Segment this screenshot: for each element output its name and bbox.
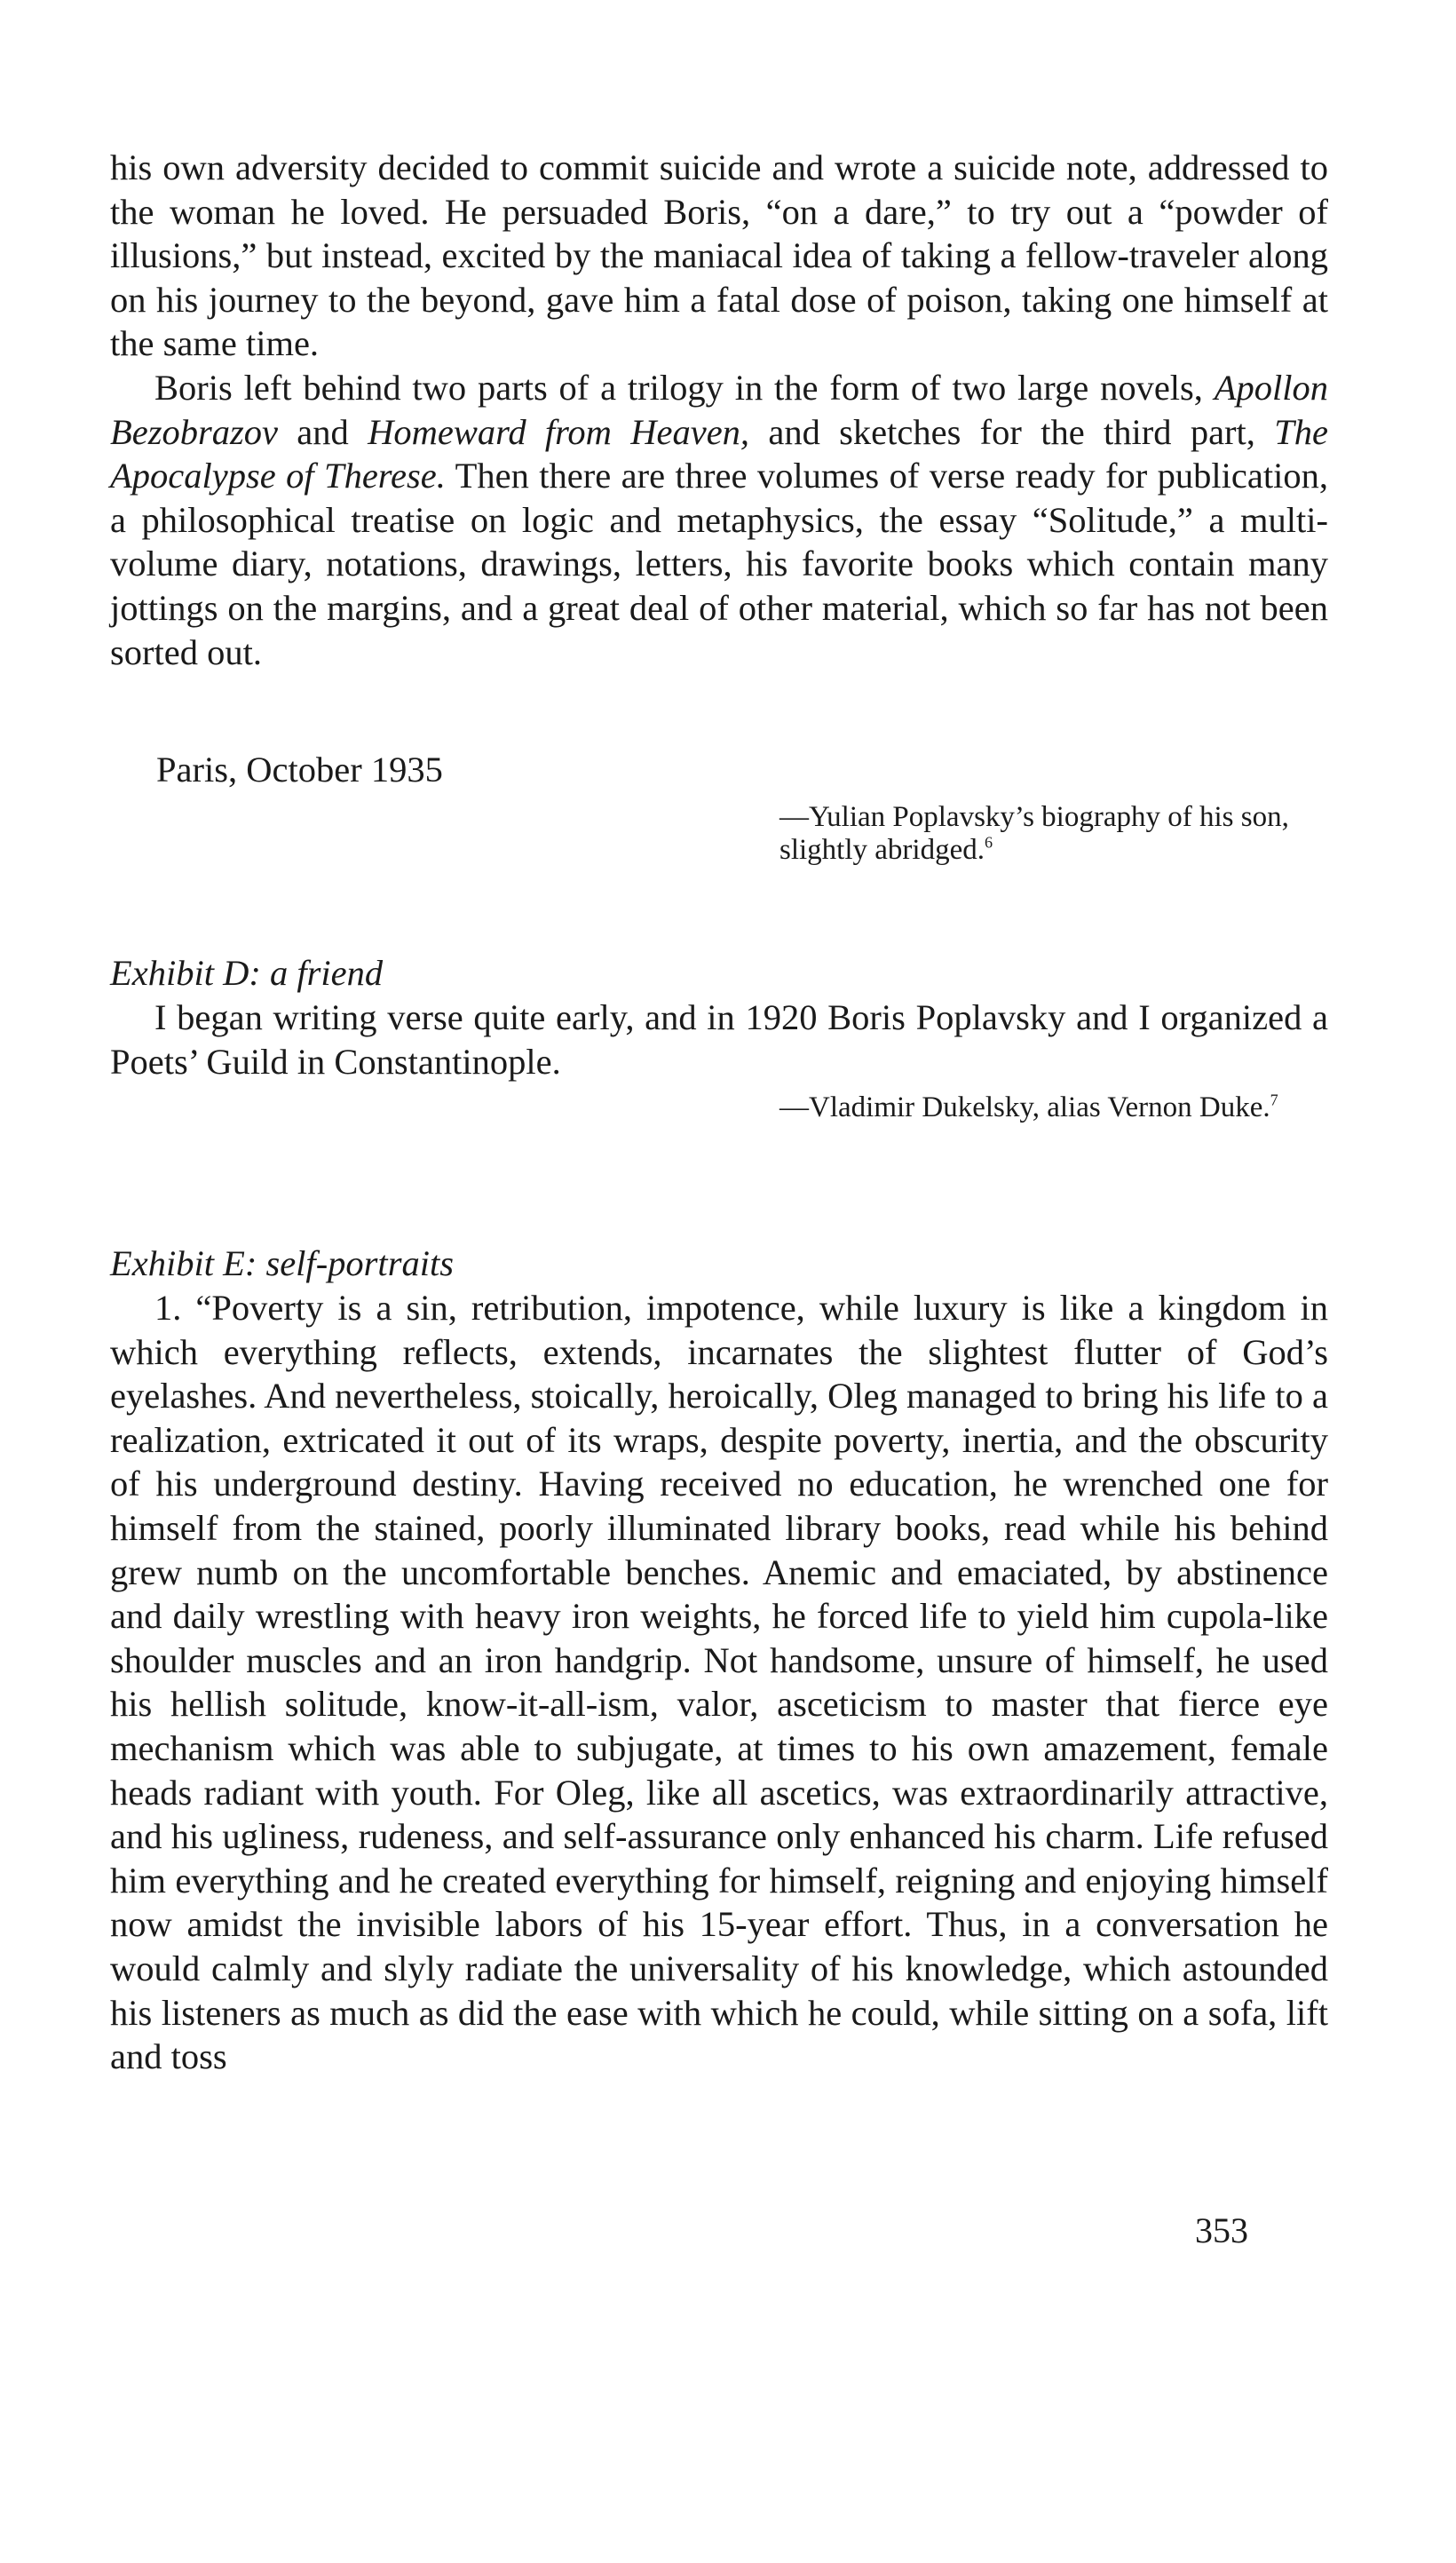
- book-title-apocalypse: The Apocalypse of Therese.: [110, 411, 1328, 496]
- book-title-apollon: Apollon Bezobrazov: [110, 367, 1328, 452]
- paragraph-suicide: his own adversity decided to commit suicide and wrote a suicide note, addressed to the woman he loved. He persuaded Boris, “on a dare,” to try out a “powder of illusions,” but instead, excited by the maniacal idea of taking a fellow-traveler along on his journey to the beyond, gave him a fatal dose of poison, taking one himself at the same time.: [110, 147, 1328, 364]
- dateline: Paris, October 1935: [156, 750, 443, 790]
- book-title-homeward: Homeward from Heaven,: [368, 411, 750, 452]
- page-number: 353: [1195, 2210, 1248, 2250]
- citation-dukelsky: [779, 1091, 1330, 1124]
- trilogy-text-c: and sketches for the third part,: [749, 411, 1275, 452]
- section-biography: [110, 146, 1328, 674]
- footnote-marker-7: 7: [1270, 1091, 1278, 1109]
- trilogy-text-d: Then there are three volumes of verse ready for publication, a philosophical treatise on logic and metaphysics, the essay “Solitude,” a multi-volume diary, notations, drawings, letters, his favorite books which contain many jottings on the margins, and a great deal of other material, which so far has not been sorted out.: [110, 456, 1328, 672]
- section-self-portraits: [110, 1286, 1328, 2079]
- trilogy-text-a: Boris left behind two parts of a trilogy in the form of two large novels,: [154, 367, 1215, 408]
- heading-exhibit-e: Exhibit E: self-portraits: [110, 1243, 454, 1283]
- paragraph-poets-guild: I began writing verse quite early, and in 1920 Boris Poplavsky and I organized a Poets’ Guild in Constantinople.: [110, 997, 1328, 1082]
- paragraph-oleg: 1. “Poverty is a sin, retribution, impotence, while luxury is like a kingdom in which everything reflects, extends, incarnates the slightest flutter of God’s eyelashes. And nevertheless, stoically, heroically, Oleg managed to bring his life to a realization, extricated it out of its wraps, despite poverty, inertia, and the obscurity of his underground destiny. Having received no education, he wrenched one for himself from the stained, poorly illuminated library books, read while his behind grew numb on the uncomfortable benches. Anemic and emaciated, by abstinence and daily wrestling with heavy iron weights, he forced life to yield him cupola-like shoulder muscles and an iron handgrip. Not handsome, unsure of himself, he used his hellish solitude, know-it-all-ism, valor, asceticism to master that fierce eye mechanism which was able to subjugate, at times to his own amazement, female heads radiant with youth. For Oleg, like all ascetics, was extraordinarily attractive, and his ugliness, rudeness, and self-assurance only enhanced his charm. Life refused him everything and he created everything for himself, reigning and enjoying himself now amidst the invisible labors of his 15-year effort. Thus, in a conversation he would calmly and slyly radiate the universality of his knowledge, which astounded his listeners as much as did the ease with which he could, while sitting on a sofa, lift and toss: [110, 1288, 1328, 2077]
- citation-biography: [779, 801, 1330, 867]
- citation-biography-text: —Yulian Poplavsky’s biography of his son, slightly abridged.: [779, 801, 1289, 866]
- paragraph-trilogy: [110, 366, 1328, 674]
- citation-dukelsky-text: —Vladimir Dukelsky, alias Vernon Duke.: [779, 1091, 1270, 1123]
- trilogy-text-b: and: [277, 411, 368, 452]
- section-friend: [110, 996, 1328, 1083]
- footnote-marker-6: 6: [984, 833, 993, 852]
- heading-exhibit-d: Exhibit D: a friend: [110, 953, 384, 993]
